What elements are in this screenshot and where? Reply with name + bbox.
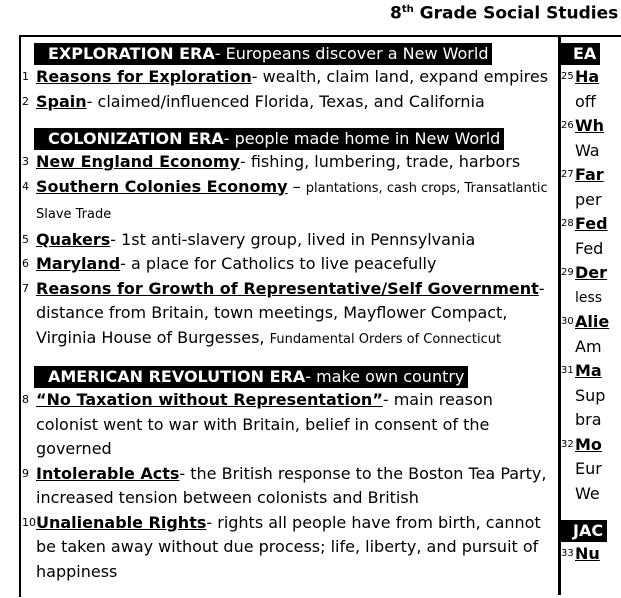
item-text: - distance from Britain, town meetings, Mayflower Compact, Virginia House of Burgesses, bbox=[36, 278, 545, 347]
item-number: 26 bbox=[561, 120, 574, 131]
era-name: EA bbox=[573, 44, 597, 63]
item-text: Sup bbox=[575, 385, 606, 405]
era-name: COLONIZATION ERA bbox=[48, 129, 224, 148]
exploration-era-section bbox=[22, 43, 556, 114]
list-item bbox=[561, 114, 621, 139]
item-text: – bbox=[287, 176, 306, 196]
item-number: 7 bbox=[22, 281, 29, 295]
item-number: 28 bbox=[561, 218, 574, 229]
era-name: AMERICAN REVOLUTION ERA bbox=[48, 367, 306, 386]
item-number: 10 bbox=[22, 515, 36, 529]
item-term: Southern Colonies Economy bbox=[36, 176, 288, 196]
item-number: 31 bbox=[561, 365, 574, 376]
item-text: bra bbox=[575, 410, 602, 429]
list-item bbox=[561, 163, 621, 188]
item-term: Nu bbox=[575, 544, 600, 563]
item-term: Reasons for Growth of Representative/Self Government bbox=[36, 278, 539, 298]
list-item bbox=[22, 90, 556, 115]
header-grade: 8 bbox=[390, 3, 402, 24]
item-text: off bbox=[575, 91, 596, 111]
item-number: 5 bbox=[22, 232, 29, 246]
item-text: - 1st anti-slavery group, lived in Pennsylvania bbox=[110, 229, 476, 249]
list-item bbox=[22, 252, 556, 277]
right-column bbox=[561, 43, 621, 567]
item-text: - main reason colonist went to war with Britain, belief in consent of the governed bbox=[36, 390, 493, 458]
era-name: JAC bbox=[573, 521, 604, 540]
item-term: Quakers bbox=[36, 229, 111, 249]
list-item bbox=[561, 359, 621, 384]
item-number: 29 bbox=[561, 267, 574, 278]
item-text: - the British response to the Boston Tea Party, increased tension between colonists and British bbox=[36, 463, 547, 507]
item-term: Ma bbox=[575, 361, 602, 380]
item-text: - rights all people have from birth, cannot be taken away without due process; life, liberty, and pursuit of happiness bbox=[36, 512, 541, 581]
list-item bbox=[561, 542, 621, 567]
item-term: Far bbox=[575, 165, 604, 184]
list-item bbox=[561, 261, 621, 286]
item-number: 33 bbox=[561, 548, 574, 559]
list-item bbox=[22, 511, 556, 585]
item-text: We bbox=[575, 483, 600, 503]
item-text-small: plantations, cash crops, Transatlantic Slave Trade bbox=[36, 180, 548, 222]
item-term: Ha bbox=[575, 67, 600, 86]
header-title: Grade Social Studies bbox=[419, 3, 619, 24]
item-number: 30 bbox=[561, 316, 574, 327]
item-number: 32 bbox=[561, 438, 574, 450]
item-text: Am bbox=[575, 336, 602, 356]
header-grade-suffix: th bbox=[401, 4, 414, 15]
item-term: Spain bbox=[36, 91, 87, 111]
left-column bbox=[22, 43, 556, 598]
era-tagline: - people made home in New World bbox=[223, 129, 501, 148]
item-text: - fishing, lumbering, trade, harbors bbox=[239, 152, 521, 171]
item-number: 4 bbox=[22, 179, 29, 193]
item-text: Wa bbox=[575, 140, 600, 160]
item-text-small: Fundamental Orders of Connecticut bbox=[269, 331, 502, 347]
item-term: Intolerable Acts bbox=[36, 463, 180, 483]
era-heading bbox=[34, 43, 492, 65]
era-tagline: - Europeans discover a New World bbox=[214, 44, 489, 63]
list-item bbox=[561, 310, 621, 335]
list-item bbox=[561, 433, 621, 458]
item-term: Mo bbox=[575, 434, 602, 454]
item-term: New England Economy bbox=[36, 152, 240, 171]
item-number: 8 bbox=[22, 393, 29, 406]
list-item bbox=[22, 277, 556, 353]
colonization-era-section bbox=[22, 128, 556, 352]
list-item bbox=[22, 228, 556, 253]
item-term: Maryland bbox=[36, 254, 121, 273]
item-text: - wealth, claim land, expand empires bbox=[251, 67, 549, 86]
list-item bbox=[22, 462, 556, 511]
era-heading bbox=[34, 128, 504, 150]
era-name: EXPLORATION ERA bbox=[48, 44, 215, 63]
item-term: Fed bbox=[575, 214, 608, 233]
list-item bbox=[22, 150, 556, 175]
list-item bbox=[561, 65, 621, 90]
item-term: Unalienable Rights bbox=[36, 512, 207, 532]
item-number: 1 bbox=[22, 70, 29, 83]
item-term: Reasons for Exploration bbox=[36, 67, 252, 86]
list-item bbox=[22, 65, 556, 90]
item-number: 3 bbox=[22, 155, 29, 168]
item-term: Alie bbox=[575, 312, 610, 331]
item-number: 27 bbox=[561, 169, 574, 180]
era-tagline: - make own country bbox=[305, 367, 465, 386]
item-number: 9 bbox=[22, 466, 29, 480]
list-item bbox=[561, 212, 621, 237]
item-text: less bbox=[575, 289, 603, 306]
item-term: Wh bbox=[575, 116, 605, 135]
item-number: 25 bbox=[561, 71, 574, 82]
item-term: Der bbox=[575, 263, 608, 282]
era-heading bbox=[561, 520, 607, 542]
item-number: 2 bbox=[22, 94, 29, 108]
list-item bbox=[22, 388, 556, 462]
era-heading bbox=[34, 366, 468, 388]
item-text: Eur bbox=[575, 459, 602, 478]
item-text: - a place for Catholics to live peacefully bbox=[120, 254, 437, 273]
era-heading bbox=[561, 43, 600, 65]
revolution-era-section bbox=[22, 366, 556, 584]
item-number: 6 bbox=[22, 257, 29, 270]
item-text: Fed bbox=[575, 238, 604, 258]
item-text: - claimed/influenced Florida, Texas, and California bbox=[86, 91, 485, 111]
item-text: per bbox=[575, 189, 602, 209]
list-item bbox=[22, 175, 556, 228]
page-header bbox=[390, 0, 618, 24]
item-term: “No Taxation without Representation” bbox=[36, 390, 383, 409]
